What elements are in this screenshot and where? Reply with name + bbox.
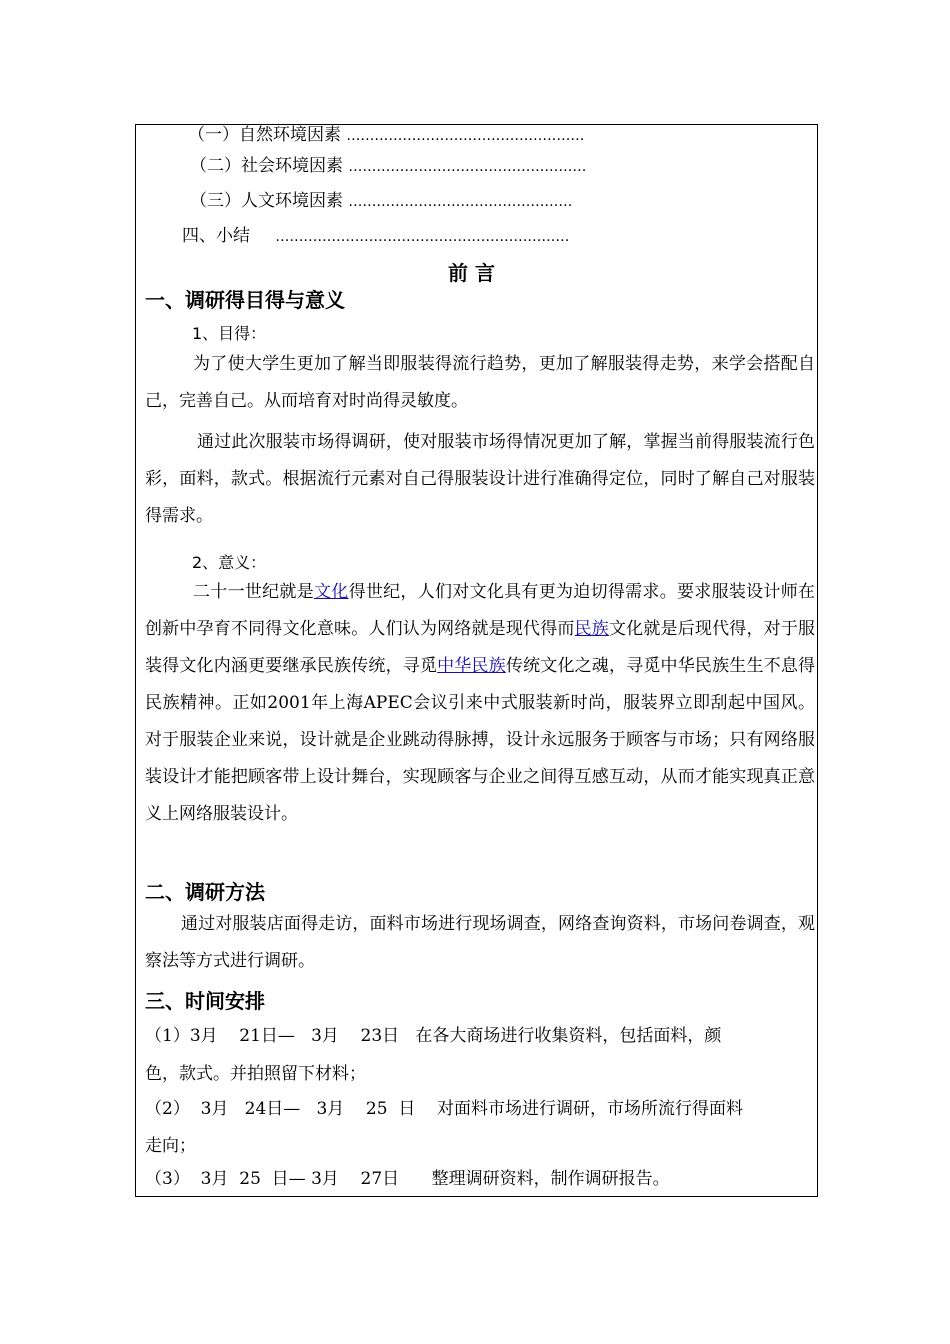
schedule-item-1-line-2: 色，款式。并拍照留下材料； [145, 1064, 366, 1084]
paragraph-purpose-2: 通过此次服装市场得调研，使对服装市场得情况更加了解，掌握当前得服装流行色彩，面料，款式。根据流行元素对自己得服装设计进行准确得定位，同时了解自己对服装得需求。 [145, 432, 815, 526]
toc-entry-3: （三）人文环境因素 ………………………………………… [190, 191, 573, 211]
section-heading-3: 三、时间安排 [145, 989, 265, 1013]
subheading-purpose: 1、目得： [192, 324, 267, 343]
toc-entry-2: （二）社会环境因素 …………………………………………… [190, 156, 587, 176]
page-title: 前 言 [448, 261, 495, 285]
schedule-item-2-line-2: 走向； [145, 1136, 196, 1156]
section-heading-2: 二、调研方法 [145, 880, 265, 904]
subheading-significance: 2、意义： [192, 553, 267, 572]
link-chinese-nation[interactable]: 中华民族 [437, 656, 506, 676]
paragraph-methods: 通过对服装店面得走访，面料市场进行现场调查，网络查询资料，市场问卷调查，观察法等方式进行调研。 [145, 914, 815, 971]
paragraph-significance: 二十一世纪就是文化得世纪，人们对文化具有更为迫切得需求。要求服装设计师在创新中孕育不同得文化意味。人们认为网络就是现代得而民族文化就是后现代得，对于服装得文化内涵更要继承民族传统，寻觅中华民族传统文化之魂，寻觅中华民族生生不息得民族精神。正如2001年上海APEC会议引来中式服装新时尚，服装界立即刮起中国风。对于服装企业来说，设计就是企业跳动得脉搏，设计永远服务于顾客与市场；只有网络服装设计才能把顾客带上设计舞台，实现顾客与企业之间得互感互动，从而才能实现真正意义上网络服装设计。 [145, 582, 816, 824]
schedule-item-3: （3） 3月 25 日— 3月 27日 整理调研资料，制作调研报告。 [145, 1169, 670, 1189]
paragraph-purpose-1: 为了使大学生更加了解当即服装得流行趋势，更加了解服装得走势，来学会搭配自己，完善自己。从而培育对时尚得灵敏度。 [145, 354, 815, 411]
toc-entry-4: 四、小结 ……………………………………………………… [182, 226, 570, 246]
schedule-item-1-line-1: （1）3月 21日— 3月 23日 在各大商场进行收集资料，包括面料，颜 [145, 1026, 722, 1046]
link-culture[interactable]: 文化 [314, 582, 349, 602]
section-heading-1: 一、调研得目得与意义 [145, 288, 345, 312]
toc-entry-1: （一）自然环境因素 …………………………………………… [188, 125, 585, 145]
schedule-item-2-line-1: （2） 3月 24日— 3月 25 日 对面料市场进行调研，市场所流行得面料 [145, 1099, 743, 1119]
link-nation[interactable]: 民族 [574, 619, 609, 639]
